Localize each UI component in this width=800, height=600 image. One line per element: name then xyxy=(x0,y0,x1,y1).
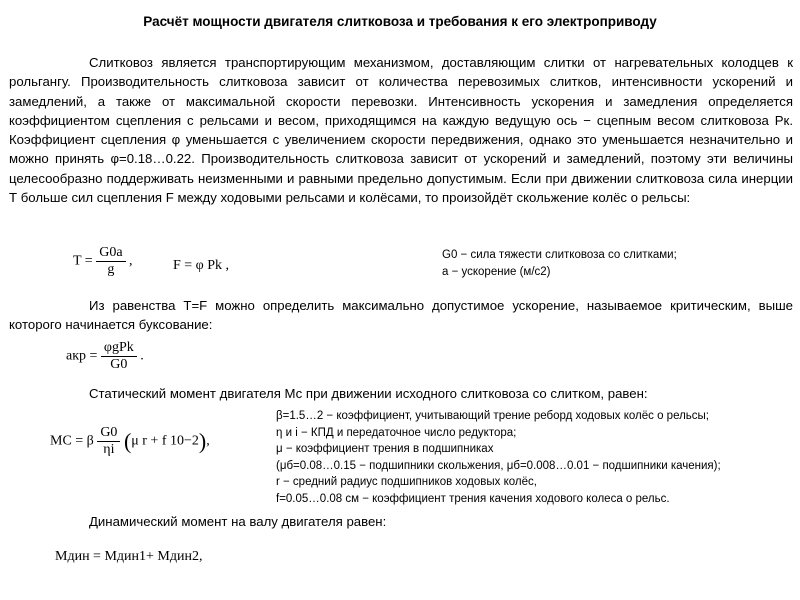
paren-close: ) xyxy=(198,428,207,454)
formula-dynamic-moment: Mдин = Mдин1+ Mдин2, xyxy=(55,549,203,564)
formula-inertia-force xyxy=(73,245,133,278)
note-line: (μб=0.08…0.15 − подшипники скольжения, μб=0.008…0.01 − подшипники качения); xyxy=(276,459,721,472)
formula-lhs: aкр = xyxy=(66,348,98,364)
formula-lhs: MC = β xyxy=(50,433,94,449)
formula-inner: μ r + f 10−2 xyxy=(131,433,199,449)
fraction-numerator: φgPk xyxy=(101,340,137,357)
intro-text: Слитковоз является транспортирующим механизмом, доставляющим слитки от нагревательных колодцев к рольгангу. Производительность слитковоза зависит от количества перевозимых слитков, интенсивности ускорений и замедлений, а также от максимальной скорости перевозки. Интенсивность ускорения и замедления определяется коэффициентом сцепления с рельсами и весом, приходящимся на каждую ведущую ось − сцепным весом слитковоза Рк. Коэффициент сцепления φ уменьшается с увеличением скорости передвижения, однако это уменьшается незначительно и можно принять φ=0.18…0.22. Производительность слитковоза зависит от ускорений и замедлений, поэтому эти величины целесообразно поддерживать неизменными и равными предельно допустимым. Если при движении слитковоза сила инерции Т больше сил сцепления F между ходовыми рельсами и колёсами, то произойдёт скольжение колёс о рельсы: xyxy=(9,55,793,206)
note-line: η и i − КПД и передаточное число редуктора; xyxy=(276,426,517,439)
critical-accel-text: Из равенства T=F можно определить максимально допустимое ускорение, называемое критическим, выше которого начинается буксование: xyxy=(9,298,793,333)
static-moment-paragraph xyxy=(9,384,793,403)
fraction-denominator: ηi xyxy=(103,442,115,457)
fraction-numerator: G0 xyxy=(97,425,120,442)
formula-static-moment xyxy=(50,425,210,458)
note-line: μ − коэффициент трения в подшипниках xyxy=(276,443,494,455)
note-coefficients xyxy=(276,408,721,507)
dynamic-moment-paragraph xyxy=(9,512,793,531)
fraction-numerator: G0a xyxy=(96,245,125,262)
fraction xyxy=(97,425,120,458)
note-symbols xyxy=(442,247,677,280)
page-title: Расчёт мощности двигателя слитковоза и требования к его электроприводу xyxy=(143,14,657,29)
note-line: r − средний радиус подшипников ходовых колёс, xyxy=(276,476,537,488)
formula-lhs: T = xyxy=(73,253,93,269)
formula-end: . xyxy=(140,348,144,364)
paren-open: ( xyxy=(123,428,132,454)
fraction xyxy=(96,245,125,278)
critical-accel-paragraph xyxy=(9,296,793,335)
formula-adhesion-force: F = φ Pk , xyxy=(173,258,230,273)
note-line: a − ускорение (м/с2) xyxy=(442,265,551,278)
fraction-denominator: g xyxy=(107,262,115,277)
formula-critical-acceleration xyxy=(66,340,144,373)
note-line: f=0.05…0.08 см − коэффициент трения качения ходового колеса о рельс. xyxy=(276,492,670,505)
note-line: β=1.5…2 − коэффициент, учитывающий трение реборд ходовых колёс о рельсы; xyxy=(276,410,709,422)
intro-paragraph xyxy=(9,53,793,207)
formula-separator: , xyxy=(129,253,133,269)
dynamic-moment-text: Динамический момент на валу двигателя равен: xyxy=(89,514,387,529)
fraction xyxy=(101,340,137,373)
formula-end: , xyxy=(206,433,210,449)
note-line: G0 − сила тяжести слитковоза со слитками; xyxy=(442,249,677,261)
static-moment-text: Статический момент двигателя Мс при движении исходного слитковоза со слитком, равен: xyxy=(89,386,648,401)
fraction-denominator: G0 xyxy=(110,357,128,372)
